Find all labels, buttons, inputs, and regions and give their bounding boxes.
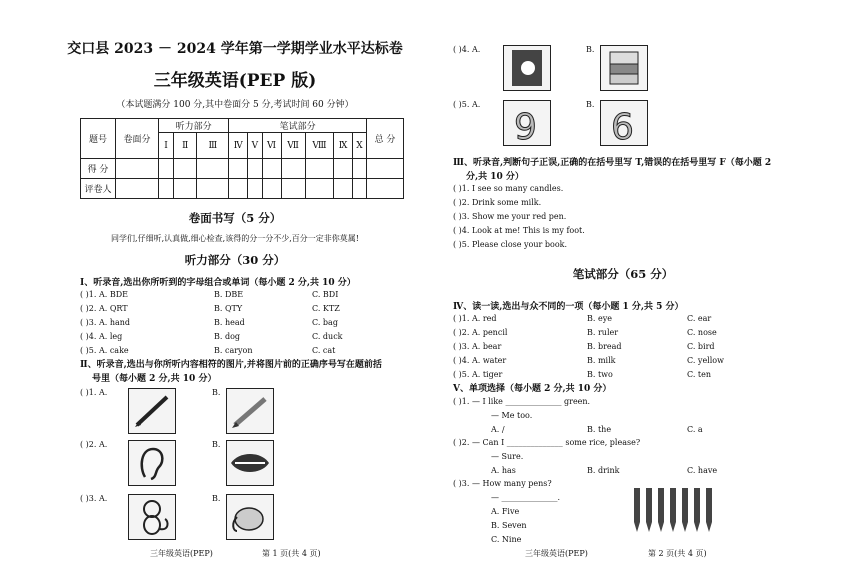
list-item: ( )2. Drink some milk. [453, 198, 542, 207]
row-pingjuanren: 评卷人 [81, 179, 116, 199]
question-reply: — ______________. [491, 493, 561, 502]
grader-cell[interactable] [281, 179, 305, 199]
th-bishi: 笔试部分 [229, 119, 367, 133]
section5-q2 [453, 436, 793, 478]
monkey-icon [128, 494, 176, 540]
list-item: ( )3. A. hand B. head C. bag [80, 318, 338, 327]
th-numeral: Ⅵ [262, 133, 281, 159]
listening-heading: 听力部分（30 分） [184, 253, 286, 267]
grader-cell[interactable] [197, 179, 229, 199]
score-table [80, 118, 404, 199]
footer-left-title: 三年级英语(PEP) [150, 549, 213, 558]
option-c: C. Nine [491, 535, 522, 544]
th-numeral: Ⅸ [334, 133, 352, 159]
s2-item-2-label: ( )2. A. [80, 440, 108, 449]
writing-text: 同学们,仔细听,认真做,细心检查,该得的分一分不少,百分一定非你莫属! [111, 234, 359, 243]
grader-cell[interactable] [159, 179, 174, 199]
score-cell[interactable] [367, 159, 404, 179]
footer-right-title: 三年级英语(PEP) [525, 549, 588, 558]
list-item: ( )1. A. red B. eye C. ear [453, 314, 712, 323]
eraser-icon [600, 45, 648, 91]
s2-item-4-b: B. [586, 45, 595, 54]
pen-icon [128, 388, 176, 434]
th-numeral: Ⅹ [352, 133, 366, 159]
pens-icon [630, 486, 722, 534]
list-item: ( )5. A. cake B. caryon C. cat [80, 346, 336, 355]
section2-title-cont: 号里（每小题 2 分,共 10 分） [92, 374, 217, 384]
written-heading: 笔试部分（65 分） [572, 267, 674, 281]
pens-illustration [630, 486, 722, 538]
list-item: ( )3. A. bear B. bread C. bird [453, 342, 715, 351]
s2-item-5-b: B. [586, 100, 595, 109]
row-defen: 得 分 [81, 159, 116, 179]
section3-list [453, 182, 585, 252]
exam-note: （本试题满分 100 分,其中卷面分 5 分,考试时间 60 分钟） [116, 100, 354, 110]
section5-q1 [453, 395, 793, 437]
th-juanmian: 卷面分 [116, 119, 159, 159]
list-item: ( )5. Please close your book. [453, 240, 568, 249]
th-numeral: Ⅰ [159, 133, 174, 159]
number-nine-icon [503, 100, 551, 146]
footer-left-page: 第 1 页(共 4 页) [262, 549, 321, 558]
elephant-icon [226, 494, 274, 540]
question-text: ( )3. — How many pens? [453, 479, 552, 488]
grader-cell[interactable] [248, 179, 262, 199]
score-cell[interactable] [173, 159, 196, 179]
mouth-icon [226, 440, 274, 486]
score-cell[interactable] [262, 159, 281, 179]
score-cell[interactable] [197, 159, 229, 179]
book-icon [503, 45, 551, 91]
ear-icon [128, 440, 176, 486]
th-numeral: Ⅱ [173, 133, 196, 159]
svg-text:6: 6 [611, 107, 634, 145]
grader-cell[interactable] [173, 179, 196, 199]
score-cell[interactable] [305, 159, 334, 179]
question-text: ( )1. — I like ______________ green. [453, 397, 591, 406]
pencil-icon [226, 388, 274, 434]
th-numeral: Ⅶ [281, 133, 305, 159]
section3-title: Ⅲ、听录音,判断句子正误,正确的在括号里写 T,错误的在括号里写 F（每小题 2 [453, 158, 772, 168]
score-cell[interactable] [334, 159, 352, 179]
s2-item-1-b: B. [212, 388, 221, 397]
th-numeral: Ⅴ [248, 133, 262, 159]
section1-list [80, 288, 410, 358]
score-cell[interactable] [281, 159, 305, 179]
svg-text:9: 9 [514, 107, 537, 145]
score-cell[interactable] [159, 159, 174, 179]
s2-item-3-label: ( )3. A. [80, 494, 108, 503]
s2-item-5-label: ( )5. A. [453, 100, 481, 109]
section2-title: Ⅱ、听录音,选出与你所听内容相符的图片,并将图片前的正确序号写在题前括 [80, 360, 382, 370]
score-cell[interactable] [229, 159, 248, 179]
grader-cell[interactable] [334, 179, 352, 199]
grader-cell[interactable] [262, 179, 281, 199]
option-b: B. Seven [491, 521, 527, 530]
section5-q3 [453, 477, 653, 547]
writing-heading: 卷面书写（5 分） [188, 211, 282, 225]
th-numeral: Ⅷ [305, 133, 334, 159]
grader-cell[interactable] [116, 179, 159, 199]
list-item: ( )4. A. leg B. dog C. duck [80, 332, 343, 341]
th-zongfen: 总 分 [367, 119, 404, 159]
question-options: A. / B. the C. a [491, 425, 703, 434]
section4-title: Ⅳ、读一读,选出与众不同的一项（每小题 1 分,共 5 分） [453, 302, 684, 312]
grader-cell[interactable] [352, 179, 366, 199]
section1-title: Ⅰ、听录音,选出你所听到的字母组合或单词（每小题 2 分,共 10 分） [80, 278, 356, 288]
question-reply: — Me too. [491, 411, 533, 420]
s2-item-4-label: ( )4. A. [453, 45, 481, 54]
list-item: ( )4. Look at me! This is my foot. [453, 226, 585, 235]
list-item: ( )1. A. BDE B. DBE C. BDI [80, 290, 339, 299]
footer-right-page: 第 2 页(共 4 页) [648, 549, 707, 558]
grader-cell[interactable] [367, 179, 404, 199]
section3-title-cont: 分,共 10 分） [466, 172, 524, 182]
question-reply: — Sure. [491, 452, 524, 461]
s2-item-1-label: ( )1. A. [80, 388, 108, 397]
score-cell[interactable] [352, 159, 366, 179]
list-item: ( )5. A. tiger B. two C. ten [453, 370, 712, 379]
th-numeral: Ⅲ [197, 133, 229, 159]
s2-item-2-b: B. [212, 440, 221, 449]
th-tihao: 题号 [81, 119, 116, 159]
th-numeral: Ⅳ [229, 133, 248, 159]
section4-list [453, 312, 793, 382]
th-tingli: 听力部分 [159, 119, 229, 133]
grader-cell[interactable] [229, 179, 248, 199]
score-cell[interactable] [248, 159, 262, 179]
list-item: ( )4. A. water B. milk C. yellow [453, 356, 724, 365]
list-item: ( )1. I see so many candles. [453, 184, 564, 193]
score-cell[interactable] [116, 159, 159, 179]
list-item: ( )3. Show me your red pen. [453, 212, 567, 221]
exam-subtitle: 三年级英语(PEP 版) [153, 71, 317, 91]
question-text: ( )2. — Can I ______________ some rice, please? [453, 438, 641, 447]
question-options: A. has B. drink C. have [491, 466, 718, 475]
list-item: ( )2. A. pencil B. ruler C. nose [453, 328, 717, 337]
grader-cell[interactable] [305, 179, 334, 199]
section5-title: Ⅴ、单项选择（每小题 2 分,共 10 分） [453, 384, 612, 394]
list-item: ( )2. A. QRT B. QTY C. KTZ [80, 304, 340, 313]
s2-item-3-b: B. [212, 494, 221, 503]
exam-title: 交口县 2023 － 2024 学年第一学期学业水平达标卷 [67, 41, 403, 57]
number-six-icon [600, 100, 648, 146]
option-a: A. Five [491, 507, 520, 516]
